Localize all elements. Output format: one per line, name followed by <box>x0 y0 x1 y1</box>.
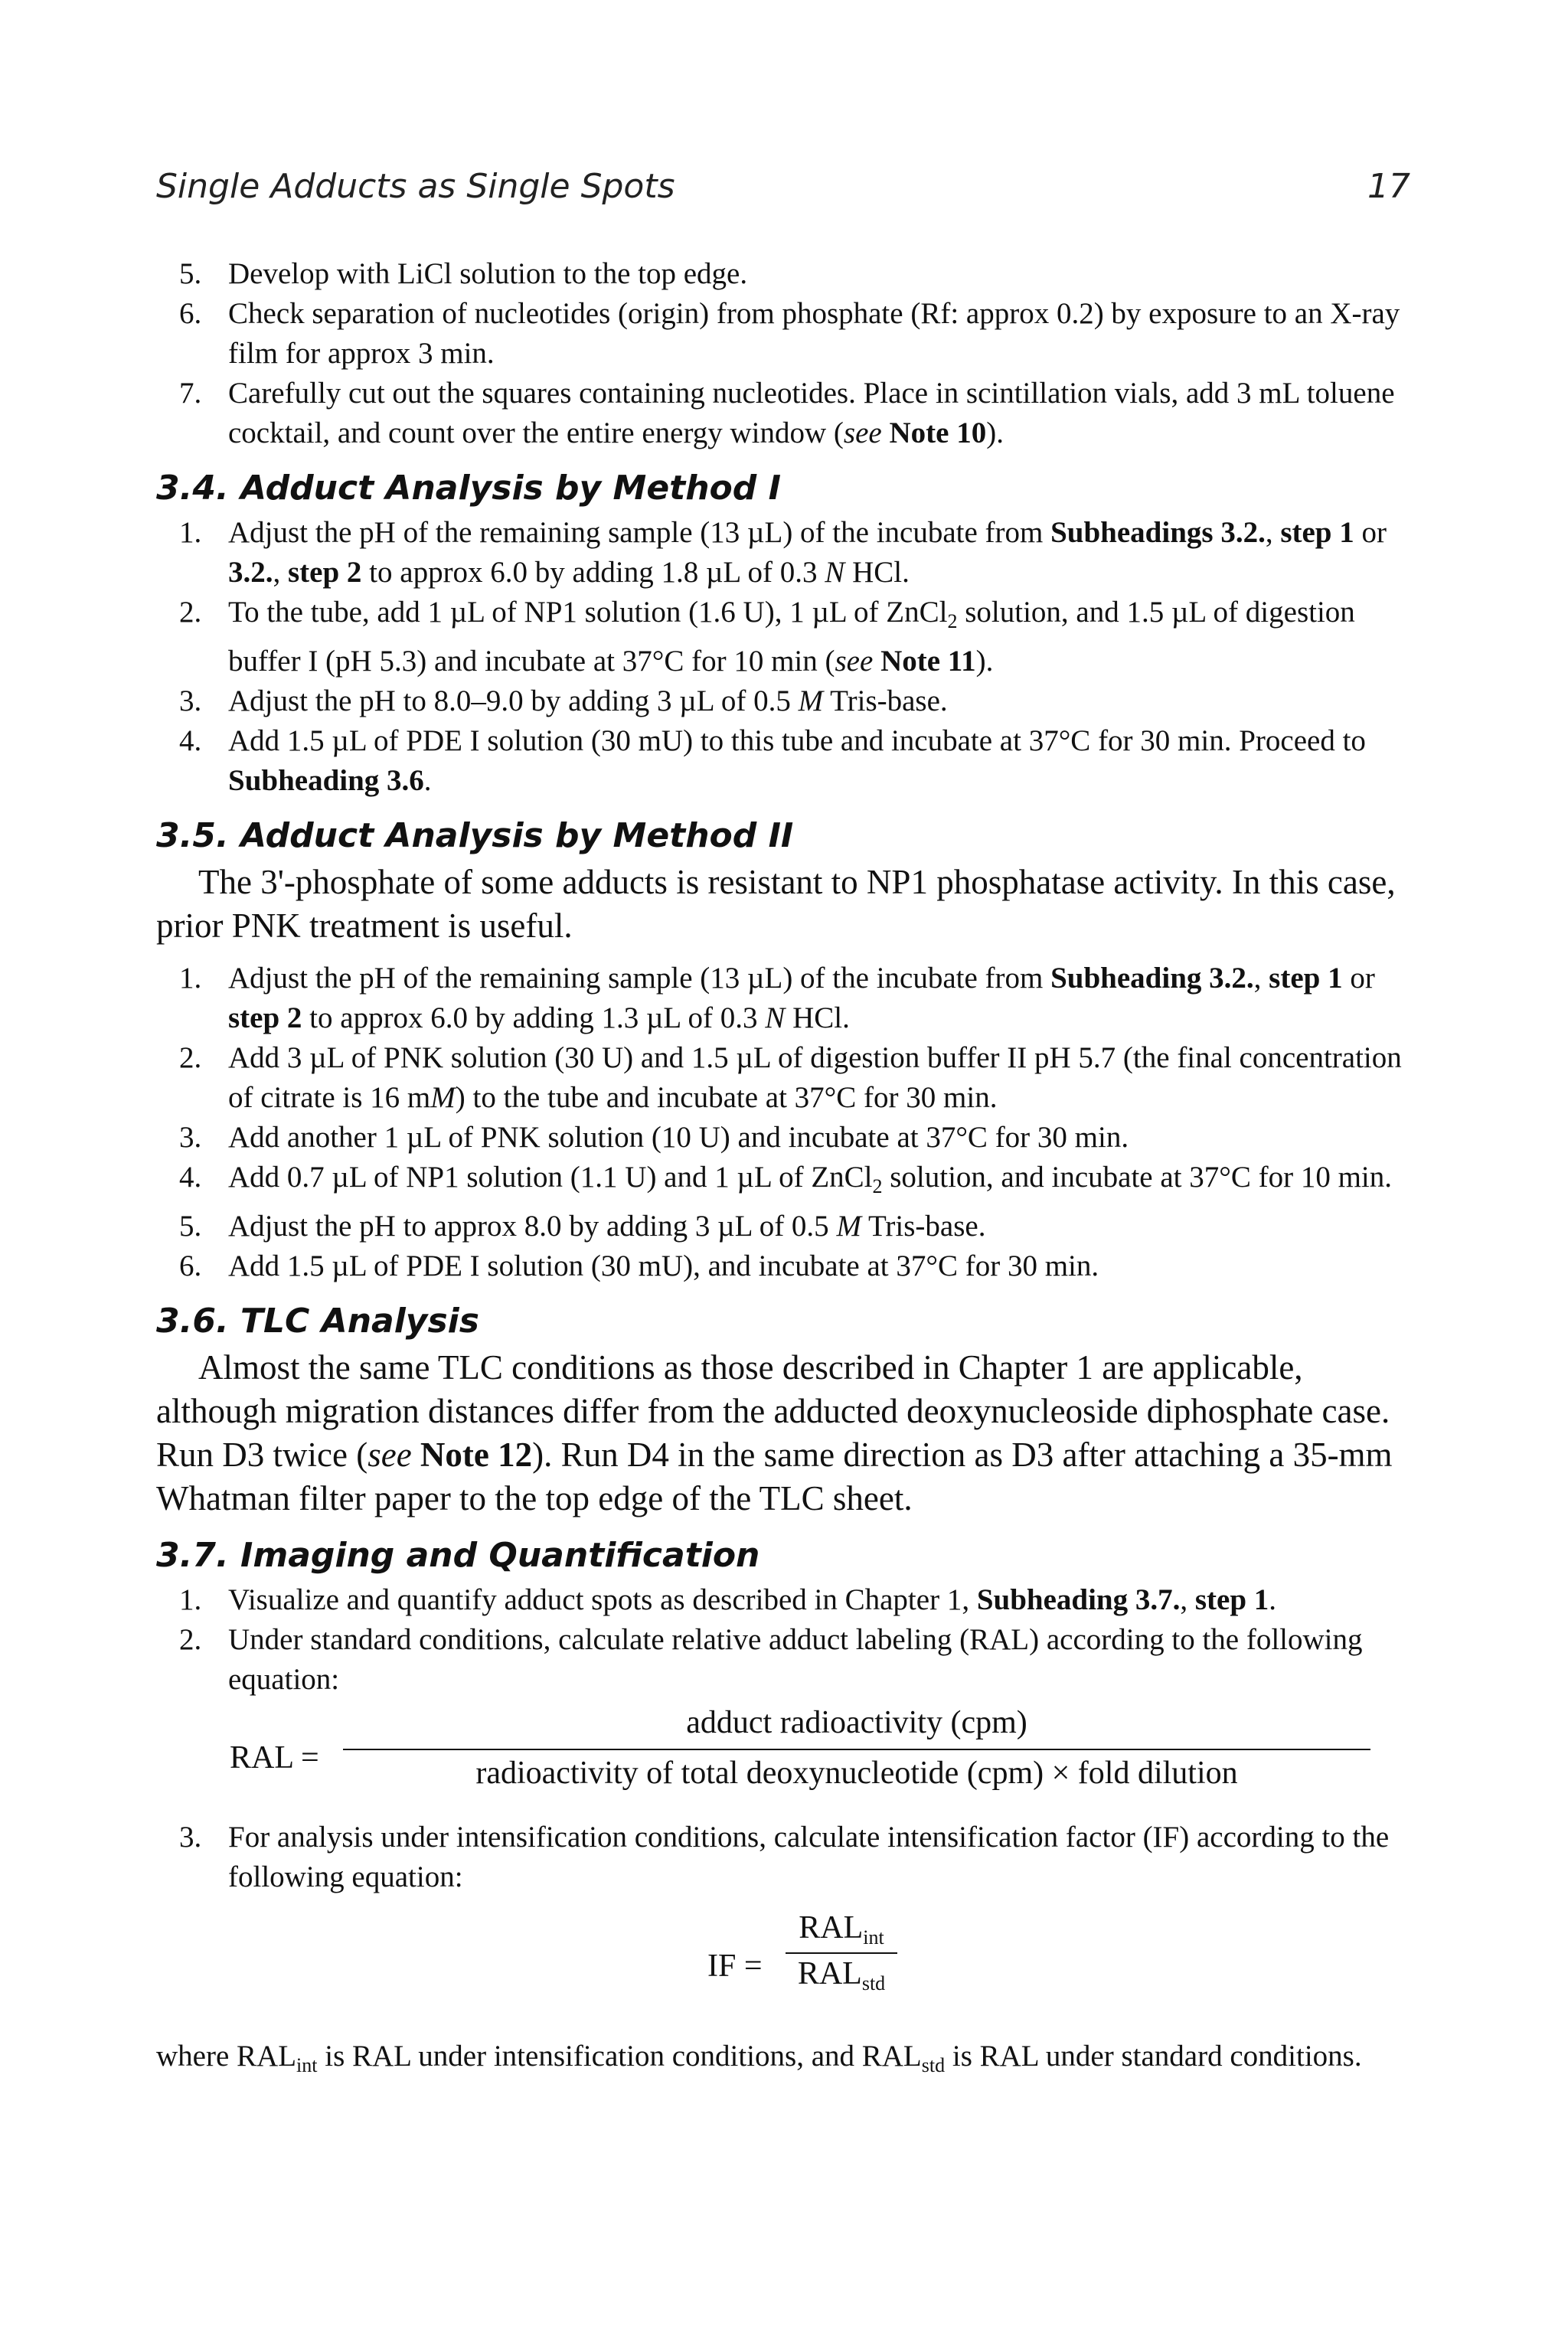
section-3-5-heading: 3.5. Adduct Analysis by Method II <box>156 816 794 855</box>
list-item-text: Adjust the pH of the remaining sample (13 µL) of the incubate from Subheadings 3.2., step 1 or 3.2., step 2 to approx 6.0 by adding 1.8 µL of 0.3 N HCl. <box>228 516 1387 589</box>
list-item-text: Adjust the pH to approx 8.0 by adding 3 µL of 0.5 M Tris-base. <box>228 1210 986 1243</box>
steps-list-3-5 <box>156 959 1412 1286</box>
ral-eq-lhs: RAL = <box>230 1740 319 1775</box>
list-item <box>156 513 1412 593</box>
section-3-5-intro: The 3'-phosphate of some adducts is resistant to NP1 phosphatase activity. In this case, prior PNK treatment is useful. <box>156 863 1396 945</box>
list-item-number: 3. <box>179 1121 202 1154</box>
list-item <box>156 959 1412 1038</box>
list-item-text: Add 1.5 µL of PDE I solution (30 mU) to this tube and incubate at 37°C for 30 min. Proceed to Subheading 3.6. <box>228 724 1366 797</box>
if-eq-lhs: IF = <box>707 1949 763 1984</box>
list-item-number: 1. <box>179 516 202 549</box>
list-item-text: Under standard conditions, calculate relative adduct labeling (RAL) according to the following equation: <box>228 1623 1363 1696</box>
where-clause: where $RAL_{int}$ is RAL under intensification conditions, and $RAL_{std}$ is RAL under standard conditions. <box>156 2040 1362 2076</box>
list-item-text: Adjust the pH to 8.0–9.0 by adding 3 µL of 0.5 M Tris-base. <box>228 684 948 717</box>
running-title: Single Adducts as Single Spots <box>156 167 675 206</box>
list-item-text: Check separation of nucleotides (origin) from phosphate (Rf: approx 0.2) by exposure to an X-ray film for approx 3 min. <box>228 297 1400 370</box>
list-item-number: 5. <box>179 257 202 290</box>
list-item-number: 3. <box>179 1821 202 1854</box>
list-item-number: 4. <box>179 724 202 757</box>
list-item-text: Visualize and quantify adduct spots as described in Chapter 1, Subheading 3.7., step 1. <box>228 1583 1277 1616</box>
ral-eq-numerator: adduct radioactivity (cpm) <box>686 1705 1027 1740</box>
ral-equation <box>156 1705 1412 1811</box>
steps-list-3-4 <box>156 513 1412 801</box>
list-item-number: 5. <box>179 1210 202 1243</box>
list-item <box>156 1246 1412 1286</box>
list-item-text: For analysis under intensification conditions, calculate intensification factor (IF) according to the following equation: <box>228 1821 1390 1893</box>
list-item-text: Add 3 µL of PNK solution (30 U) and 1.5 µL of digestion buffer II pH 5.7 (the final concentration of citrate is 16 mM) to the tube and incubate at 37°C for 30 min. <box>228 1041 1402 1114</box>
list-item-number: 2. <box>179 1041 202 1074</box>
if-eq-numerator: $RAL_{int}$ <box>799 1910 884 1949</box>
ral-eq-fraction-bar <box>343 1749 1370 1750</box>
steps-list-top <box>156 254 1412 453</box>
page-number: 17 <box>1367 167 1410 206</box>
page-body <box>156 254 1412 2086</box>
list-item-number: 1. <box>179 1583 202 1616</box>
list-item-text: Add 0.7 µL of NP1 solution (1.1 U) and 1 µL of ZnCl$_2$ solution, and incubate at 37°C for 10 min. <box>228 1161 1392 1197</box>
list-item-number: 1. <box>179 962 202 995</box>
list-item <box>156 1818 1412 1897</box>
list-item-text: Add another 1 µL of PNK solution (10 U) and incubate at 37°C for 30 min. <box>228 1121 1129 1154</box>
list-item-number: 7. <box>179 377 202 410</box>
list-item <box>156 1118 1412 1158</box>
list-item <box>156 1207 1412 1246</box>
list-item-text: Carefully cut out the squares containing nucleotides. Place in scintillation vials, add 3 mL toluene cocktail, and count over the entire energy window (see Note 10). <box>228 377 1395 449</box>
section-3-4-heading: 3.4. Adduct Analysis by Method I <box>156 469 781 508</box>
list-item-number: 2. <box>179 1623 202 1656</box>
section-3-6-heading: 3.6. TLC Analysis <box>156 1302 479 1341</box>
list-item <box>156 1038 1412 1118</box>
list-item-number: 6. <box>179 297 202 330</box>
steps-list-3-7-cont <box>156 1818 1412 1897</box>
list-item <box>156 294 1412 374</box>
list-item <box>156 721 1412 801</box>
list-item-text: Develop with LiCl solution to the top edge. <box>228 257 748 290</box>
list-item-number: 6. <box>179 1250 202 1282</box>
section-3-6-body: Almost the same TLC conditions as those described in Chapter 1 are applicable, although migration distances differ from the adducted deoxynucleoside diphosphate case. Run D3 twice (see Note 12). Run D4 in the same direction as D3 after attaching a 35-mm Whatman filter paper to the top edge of the TLC sheet. <box>156 1348 1393 1517</box>
list-item <box>156 681 1412 721</box>
list-item <box>156 374 1412 453</box>
list-item <box>156 254 1412 294</box>
list-item-text: To the tube, add 1 µL of NP1 solution (1.6 U), 1 µL of ZnCl$_2$ solution, and 1.5 µL of digestion buffer I (pH 5.3) and incubate at 37°C for 10 min (see Note 11). <box>228 596 1355 678</box>
if-equation <box>156 1910 1412 2032</box>
list-item <box>156 1580 1412 1620</box>
list-item <box>156 1620 1412 1700</box>
list-item-number: 2. <box>179 596 202 629</box>
list-item-text: Add 1.5 µL of PDE I solution (30 mU), and incubate at 37°C for 30 min. <box>228 1250 1099 1282</box>
if-eq-fraction-bar <box>786 1952 897 1954</box>
steps-list-3-7 <box>156 1580 1412 1700</box>
list-item <box>156 1158 1412 1207</box>
section-3-7-heading: 3.7. Imaging and Quantification <box>156 1536 760 1575</box>
list-item-number: 3. <box>179 684 202 717</box>
ral-eq-denominator: radioactivity of total deoxynucleotide (cpm) × fold dilution <box>475 1756 1238 1791</box>
list-item <box>156 593 1412 681</box>
running-header <box>156 167 1410 213</box>
list-item-text: Adjust the pH of the remaining sample (13 µL) of the incubate from Subheading 3.2., step 1 or step 2 to approx 6.0 by adding 1.3 µL of 0.3 N HCl. <box>228 962 1375 1034</box>
if-eq-denominator: $RAL_{std}$ <box>797 1956 886 1994</box>
list-item-number: 4. <box>179 1161 202 1194</box>
